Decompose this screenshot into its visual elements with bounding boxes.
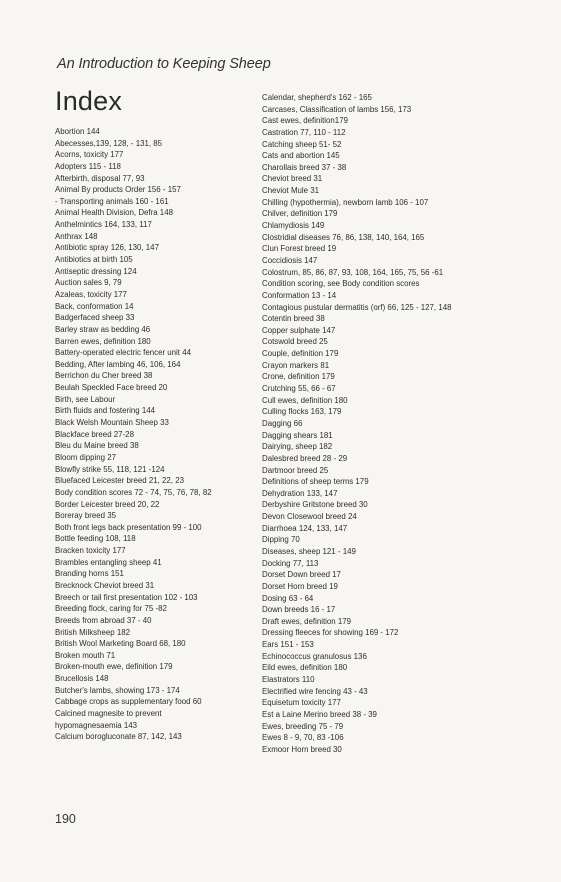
index-entry: Brucellosis 148: [55, 674, 109, 684]
index-entry: Animal Health Division, Defra 148: [55, 208, 173, 218]
index-entry: Bottle feeding 108, 118: [55, 534, 136, 544]
index-entry: Border Leicester breed 20, 22: [55, 499, 160, 509]
index-entry: Bluefaced Leicester breed 21, 22, 23: [55, 476, 184, 486]
index-entry: Carcases, Classification of lambs 156, 173: [262, 104, 412, 114]
index-entry: Broken mouth 71: [55, 650, 116, 660]
index-entry: Dairying, sheep 182: [262, 442, 333, 452]
index-entry: Cotentin breed 38: [262, 314, 325, 324]
index-entry: Dagging 66: [262, 418, 303, 428]
index-entry: Bloom dipping 27: [55, 452, 116, 462]
index-entry: Back, conformation 14: [55, 301, 134, 311]
index-entry: Dagging shears 181: [262, 430, 333, 440]
index-heading: Index: [55, 86, 123, 116]
index-entry: Afterbirth, disposal 77, 93: [55, 173, 145, 183]
index-entry: Echinococcus granulosus 136: [262, 651, 367, 661]
index-entry: Coccidiosis 147: [262, 255, 318, 265]
index-entry: Crone, definition 179: [262, 372, 335, 382]
index-entry: Culling flocks 163, 179: [262, 407, 342, 417]
index-entry: Adopters 115 - 118: [55, 161, 121, 171]
index-entry: Bedding, After lambing 46, 106, 164: [55, 359, 181, 369]
index-entry: Ewes 8 - 9, 70, 83 -106: [262, 733, 344, 743]
index-entry: Devon Closewool breed 24: [262, 512, 357, 522]
index-entry: Elastrators 110: [262, 675, 315, 685]
index-entry: Chilver, definition 179: [262, 209, 338, 219]
index-entry: Boreray breed 35: [55, 511, 116, 521]
index-entry: Anthrax 148: [55, 231, 98, 241]
index-entry: Docking 77, 113: [262, 558, 319, 568]
index-entry: Antibiotics at birth 105: [55, 255, 133, 265]
index-entry: Dalesbred breed 28 - 29: [262, 453, 348, 463]
index-entry: Definitions of sheep terms 179: [262, 477, 369, 487]
index-entry: Couple, definition 179: [262, 349, 339, 359]
index-entry: Cotswold breed 25: [262, 337, 328, 347]
index-entry: Down breeds 16 - 17: [262, 605, 336, 615]
index-entry: Abecesses,139, 128, - 131, 85: [55, 138, 163, 148]
index-entry: Antibiotic spray 126, 130, 147: [55, 243, 159, 253]
index-entry: Black Welsh Mountain Sheep 33: [55, 418, 169, 428]
index-entry: Chilling (hypothermia), newborn lamb 106 - 107: [262, 197, 429, 207]
index-entry: Copper sulphate 147: [262, 325, 336, 335]
index-entry: Brambles entangling sheep 41: [55, 557, 162, 567]
index-entry: Bleu du Maine breed 38: [55, 441, 139, 451]
index-entry: Barley straw as bedding 46: [55, 324, 151, 334]
index-entry: Catching sheep 51- 52: [262, 139, 342, 149]
index-entry: Condition scoring, see Body condition scores: [262, 279, 420, 289]
index-entry: Azaleas, toxicity 177: [55, 289, 127, 299]
index-entry: Body condition scores 72 - 74, 75, 76, 78, 82: [55, 487, 212, 497]
index-entry: Both front legs back presentation 99 - 100: [55, 522, 202, 532]
index-entry: Dosing 63 - 64: [262, 593, 314, 603]
index-entry: Broken-mouth ewe, definition 179: [55, 662, 173, 672]
index-entry: Dipping 70: [262, 535, 300, 545]
index-entry: Eild ewes, definition 180: [262, 663, 348, 673]
index-entry: Diarrhoea 124, 133, 147: [262, 523, 348, 533]
index-entry: Castration 77, 110 - 112: [262, 127, 346, 137]
index-entry: Cheviot Mule 31: [262, 186, 320, 196]
page-number: 190: [55, 812, 76, 826]
index-entry: Birth, see Labour: [55, 394, 116, 404]
index-entry: Cast ewes, definition179: [262, 116, 348, 126]
index-entry: Cull ewes, definition 180: [262, 395, 348, 405]
index-entry: Blowfly strike 55, 118, 121 -124: [55, 464, 165, 474]
index-entry: Breech or tail first presentation 102 - 103: [55, 592, 198, 602]
running-title: An Introduction to Keeping Sheep: [57, 56, 271, 72]
index-entry: Cheviot breed 31: [262, 174, 323, 184]
index-entry: Cats and abortion 145: [262, 151, 340, 161]
index-column-right: [262, 92, 512, 756]
index-entry: Bracken toxicity 177: [55, 546, 126, 556]
index-entry: Crutching 55, 66 - 67: [262, 384, 336, 394]
index-entry: Abortion 144: [55, 127, 100, 136]
index-entry: Berrichon du Cher breed 38: [55, 371, 153, 381]
index-entry: British Wool Marketing Board 68, 180: [55, 639, 186, 649]
index-entry: Breeds from abroad 37 - 40: [55, 615, 152, 625]
index-entry: - Transporting animals 160 - 161: [55, 196, 169, 206]
index-entry: Auction sales 9, 79: [55, 278, 122, 288]
index-entry: Est a Laine Merino breed 38 - 39: [262, 709, 377, 719]
index-entry: Beulah Speckled Face breed 20: [55, 383, 168, 393]
index-entry: Breeding flock, caring for 75 -82: [55, 604, 167, 614]
index-entry: Derbyshire Gritstone breed 30: [262, 500, 368, 510]
index-entry: Dorset Horn breed 19: [262, 581, 338, 591]
index-entry: Calendar, shepherd's 162 - 165: [262, 93, 372, 102]
index-entry: Barren ewes, definition 180: [55, 336, 151, 346]
index-entry: British Milksheep 182: [55, 627, 130, 637]
index-entry: Clostridial diseases 76, 86, 138, 140, 164, 165: [262, 232, 425, 242]
index-entry: Ears 151 - 153: [262, 640, 314, 650]
index-entry: Blackface breed 27-28: [55, 429, 134, 439]
index-entry: Badgerfaced sheep 33: [55, 313, 135, 323]
index-entry: Crayon markers 81: [262, 360, 330, 370]
index-entry: Ewes, breeding 75 - 79: [262, 721, 344, 731]
index-entry: Charollais breed 37 - 38: [262, 162, 347, 172]
index-entry: Battery-operated electric fencer unit 44: [55, 348, 191, 358]
index-entry: Branding horns 151: [55, 569, 124, 579]
index-column-left: [55, 126, 265, 743]
index-entry: Contagious pustular dermatitis (orf) 66, 125 - 127, 148: [262, 302, 452, 312]
index-entry: Conformation 13 - 14: [262, 290, 337, 300]
index-entry: Dartmoor breed 25: [262, 465, 329, 475]
index-entry: Animal By products Order 156 - 157: [55, 185, 181, 195]
index-entry: Equisetum toxicity 177: [262, 698, 341, 708]
index-entry: Electrified wire fencing 43 - 43: [262, 686, 368, 696]
index-entry: Anthelmintics 164, 133, 117: [55, 220, 152, 230]
index-entry: Exmoor Horn breed 30: [262, 744, 342, 754]
index-entry: Antiseptic dressing 124: [55, 266, 137, 276]
index-entry: Clun Forest breed 19: [262, 244, 337, 254]
index-entry: Colostrum, 85, 86, 87, 93, 108, 164, 165, 75, 56 -61: [262, 267, 444, 277]
index-entry: Dorset Down breed 17: [262, 570, 341, 580]
index-entry: Brecknock Cheviot breed 31: [55, 580, 155, 590]
index-entry: Draft ewes, definition 179: [262, 616, 352, 626]
index-entry: Calcined magnesite to prevent: [55, 709, 162, 719]
index-entry: hypomagnesaemia 143: [55, 720, 138, 730]
index-entry: Chlamydiosis 149: [262, 221, 325, 231]
index-entry: Birth fluids and fostering 144: [55, 406, 156, 416]
index-entry: Diseases, sheep 121 - 149: [262, 546, 356, 556]
index-entry: Butcher's lambs, showing 173 - 174: [55, 685, 180, 695]
index-entry: Acorns, toxicity 177: [55, 150, 124, 160]
index-entry: Cabbage crops as supplementary food 60: [55, 697, 202, 707]
index-entry: Dressing fleeces for showing 169 - 172: [262, 628, 399, 638]
index-entry: Dehydration 133, 147: [262, 488, 338, 498]
index-entry: Calcium borogluconate 87, 142, 143: [55, 732, 182, 742]
